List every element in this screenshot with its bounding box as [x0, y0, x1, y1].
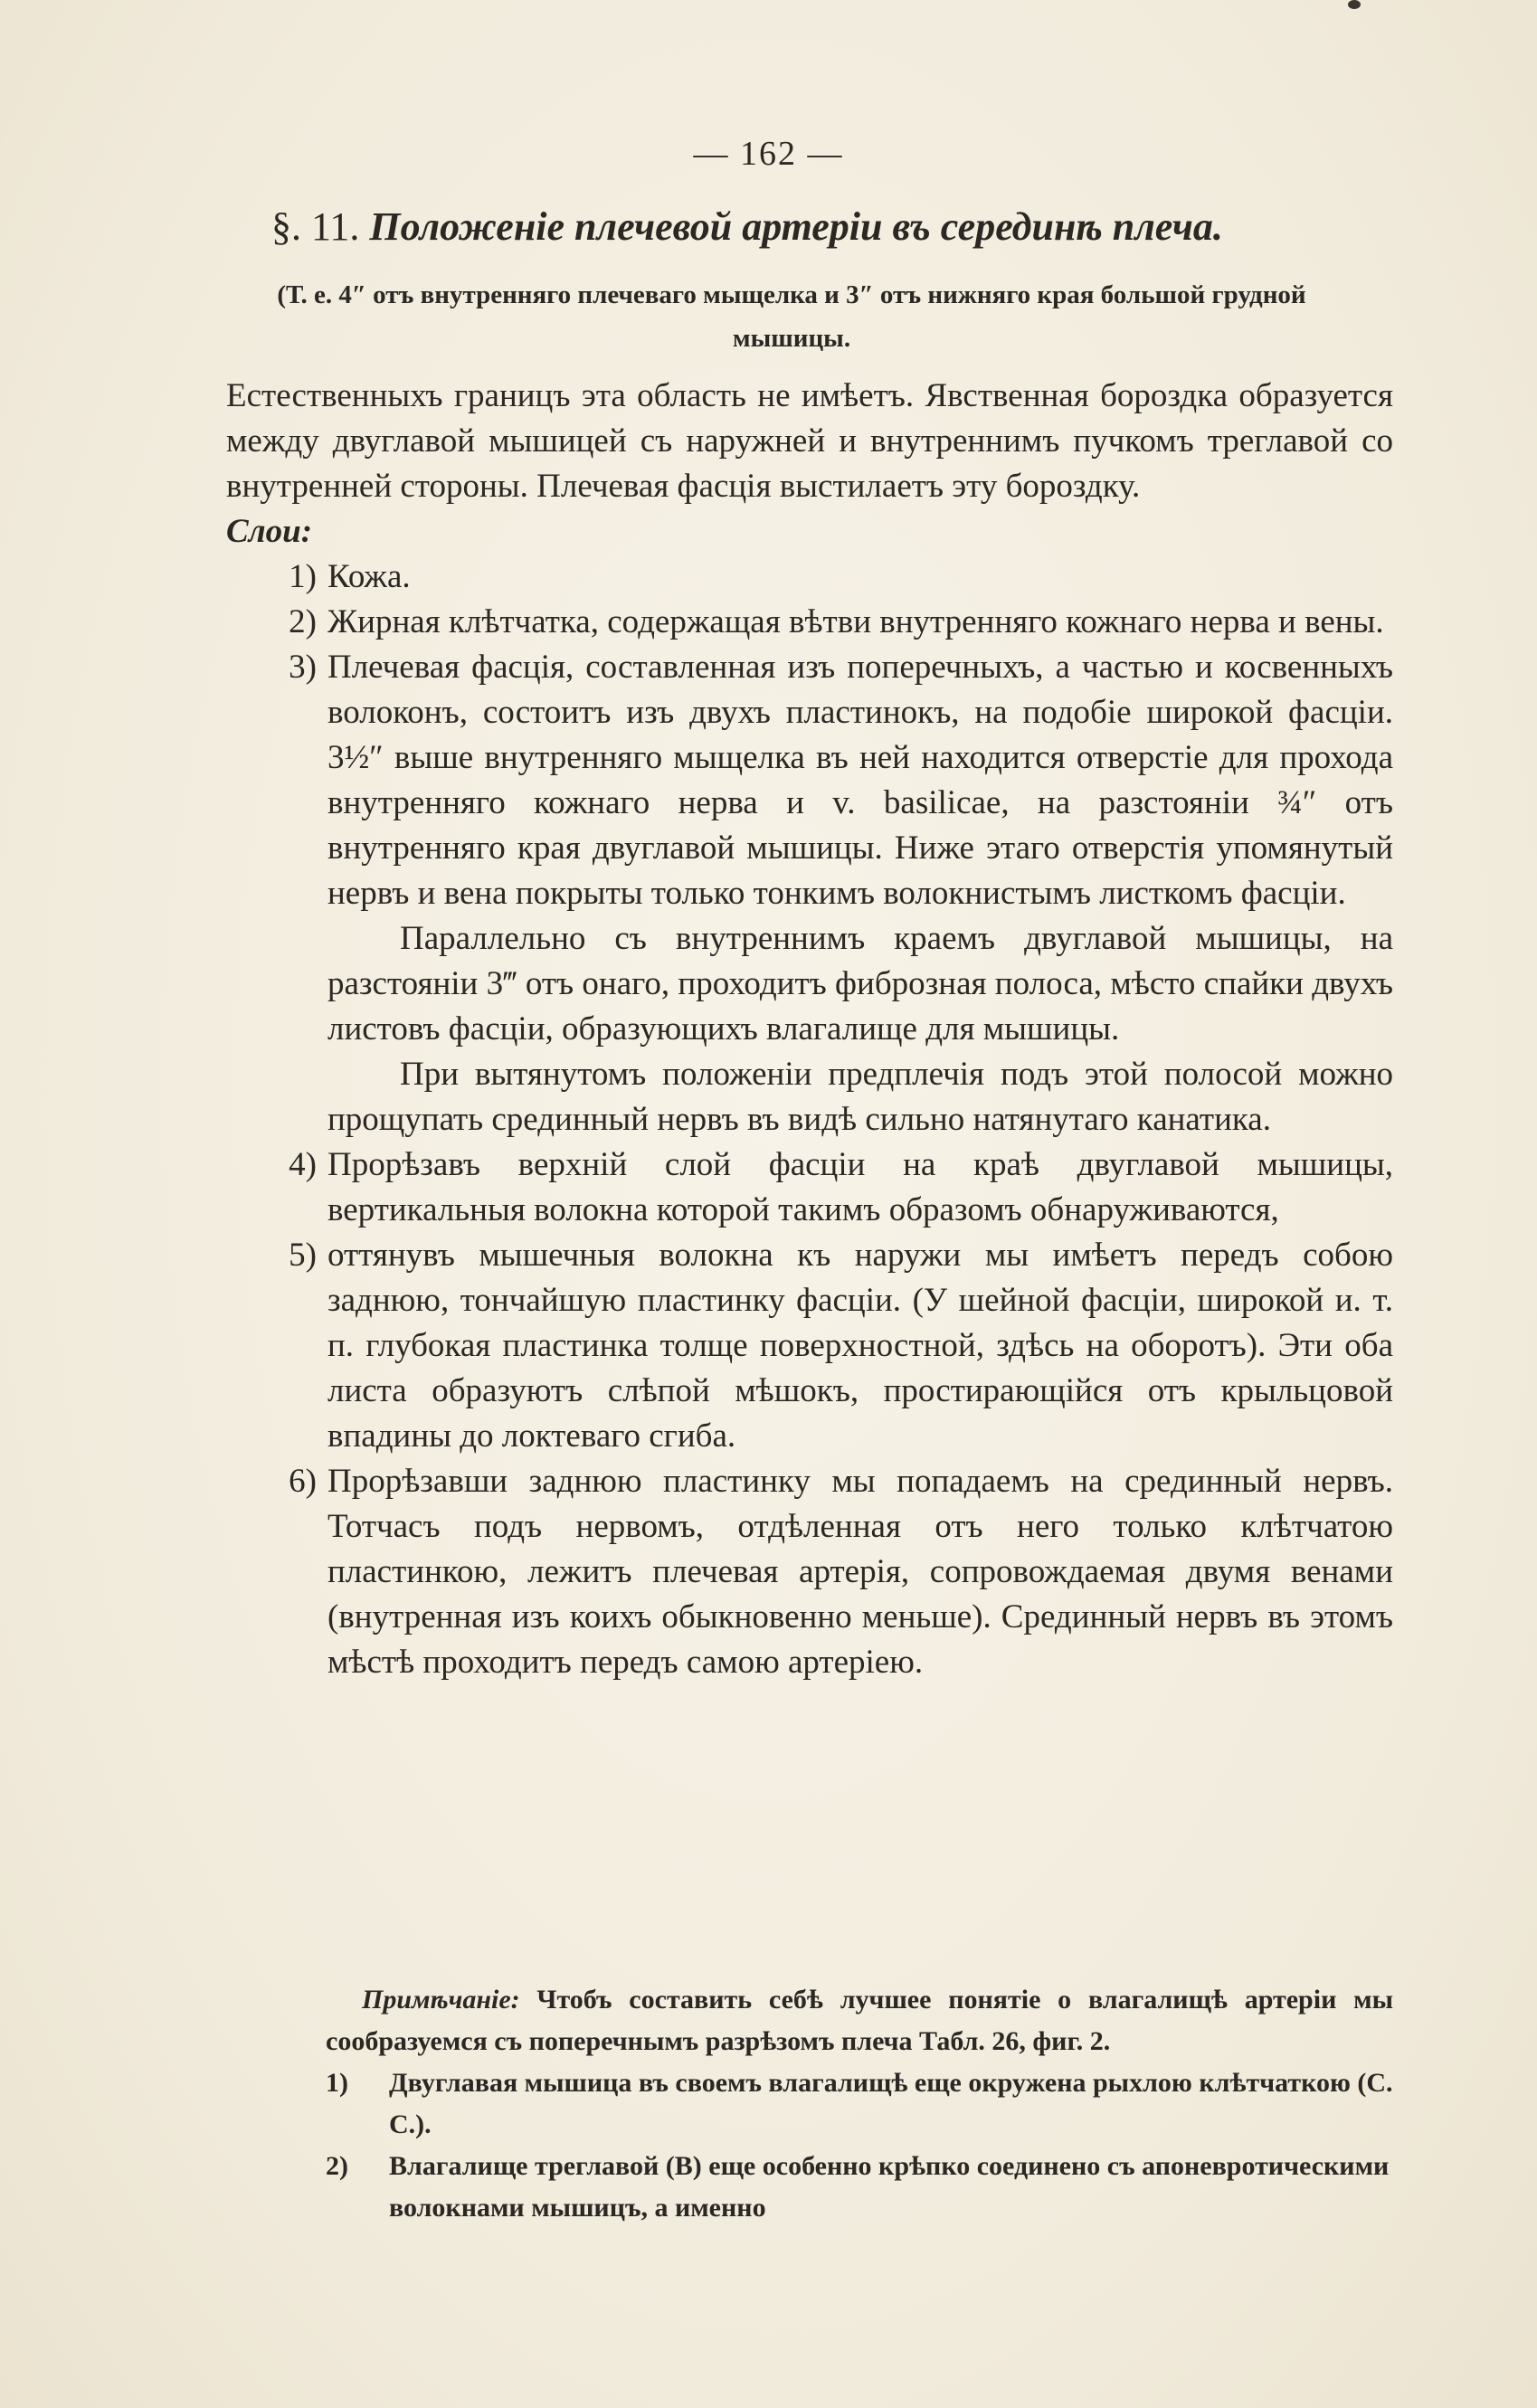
list-number: 5) — [289, 1237, 317, 1274]
list-item — [226, 1459, 1393, 1685]
note-block — [326, 1979, 1393, 2229]
note-item — [326, 2062, 1393, 2146]
note-item-text: Двуглавая мышица въ своемъ влагалищѣ еще окружена рыхлою клѣтчаткою (С. С.). — [389, 2068, 1393, 2139]
list-text: Прорѣзавъ верхній слой фасціи на краѣ двуглавой мышицы, вертикальныя волокна которой такимъ образомъ обнаруживаются, — [327, 1146, 1393, 1228]
paragraph-fibrous-band: Параллельно съ внутреннимъ краемъ двуглавой мышицы, на разстояніи 3‴ отъ онаго, проходитъ фиброзная полоса, мѣсто спайки двухъ листовъ фасціи, образующихъ влагалище для мышицы. — [327, 920, 1393, 1048]
intro-paragraph: Естественныхъ границъ эта область не имѣетъ. Явственная бороздка образуется между двуглавой мышицей съ наружней и внутреннимъ пучкомъ треглавой со внутренней стороны. Плечевая фасція выстилаетъ эту бороздку. — [226, 377, 1393, 505]
note-item-number: 1) — [326, 2068, 348, 2098]
list-text: Кожа. — [327, 558, 411, 595]
note-text: Чтобъ составить себѣ лучшее понятіе о влагалищѣ артеріи мы сообразуемся съ поперечнымъ разрѣзомъ плеча Табл. 26, фиг. 2. — [326, 1985, 1394, 2056]
note-item-number: 2) — [326, 2151, 348, 2181]
note-label: Примѣчаніе: — [362, 1985, 520, 2015]
list-item — [226, 645, 1393, 916]
list-number: 4) — [289, 1146, 317, 1183]
list-text: Жирная клѣтчатка, содержащая вѣтви внутренняго кожнаго нерва и вены. — [327, 603, 1384, 640]
note-paragraph — [326, 1979, 1393, 2062]
section-number: §. 11. — [271, 204, 360, 249]
section-heading — [271, 204, 1303, 250]
list-number: 3) — [289, 649, 317, 686]
list-number: 1) — [289, 558, 317, 595]
list-number: 6) — [289, 1463, 317, 1500]
note-item-text: Влагалище треглавой (В) еще особенно крѣпко соединено съ апоневротическими волокнами мышицъ, а именно — [389, 2151, 1390, 2223]
list-text: Прорѣзавши заднюю пластинку мы попадаемъ на срединный нервъ. Тотчасъ подъ нервомъ, отдѣленная отъ него только клѣтчатою пластинкою, лежитъ плечевая артерія, сопровождаемая двумя венами (внутренная изъ коихъ обыкновенно меньше). Срединный нервъ въ этомъ мѣстѣ проходитъ передъ самою артеріею. — [327, 1463, 1393, 1681]
list-item — [226, 600, 1393, 645]
ink-smudge — [1348, 0, 1361, 9]
note-item — [326, 2146, 1393, 2229]
list-item — [226, 555, 1393, 600]
body-text — [226, 374, 1393, 1685]
list-text: Плечевая фасція, составленная изъ поперечныхъ, а частью и косвенныхъ волоконъ, состоитъ изъ двухъ пластинокъ, на подобіе широкой фасціи. 3½″ выше внутренняго мыщелка въ ней находится отверстіе для прохода внутренняго кожнаго нерва и v. basilicae, на разстояніи ¾″ отъ внутренняго края двуглавой мышицы. Ниже этаго отверстія упомянутый нервъ и вена покрыты только тонкимъ волокнистымъ листкомъ фасціи. — [327, 649, 1393, 912]
section-title: Положеніе плечевой артеріи въ серединѣ плеча. — [369, 204, 1223, 249]
section-subheading: (Т. е. 4″ отъ внутренняго плечеваго мыщелка и 3″ отъ нижняго края большой грудной мышицы. — [277, 280, 1306, 353]
layers-label: Слои: — [226, 513, 313, 550]
list-text: оттянувъ мышечныя волокна къ наружи мы имѣетъ передъ собою заднюю, тончайшую пластинку фасціи. (У шейной фасціи, широкой и. т. п. глубокая пластинка толще поверхностной, здѣсь на оборотъ). Эти оба листа образуютъ слѣпой мѣшокъ, простирающійся отъ крыльцовой впадины до локтеваго сгиба. — [327, 1237, 1393, 1455]
page-number: — 162 — — [693, 135, 844, 173]
list-number: 2) — [289, 603, 317, 640]
list-item — [226, 1233, 1393, 1459]
list-item — [226, 1142, 1393, 1233]
paragraph-palpation: При вытянутомъ положеніи предплечія подъ этой полосой можно прощупать срединный нервъ въ видѣ сильно натянутаго канатика. — [327, 1056, 1393, 1138]
